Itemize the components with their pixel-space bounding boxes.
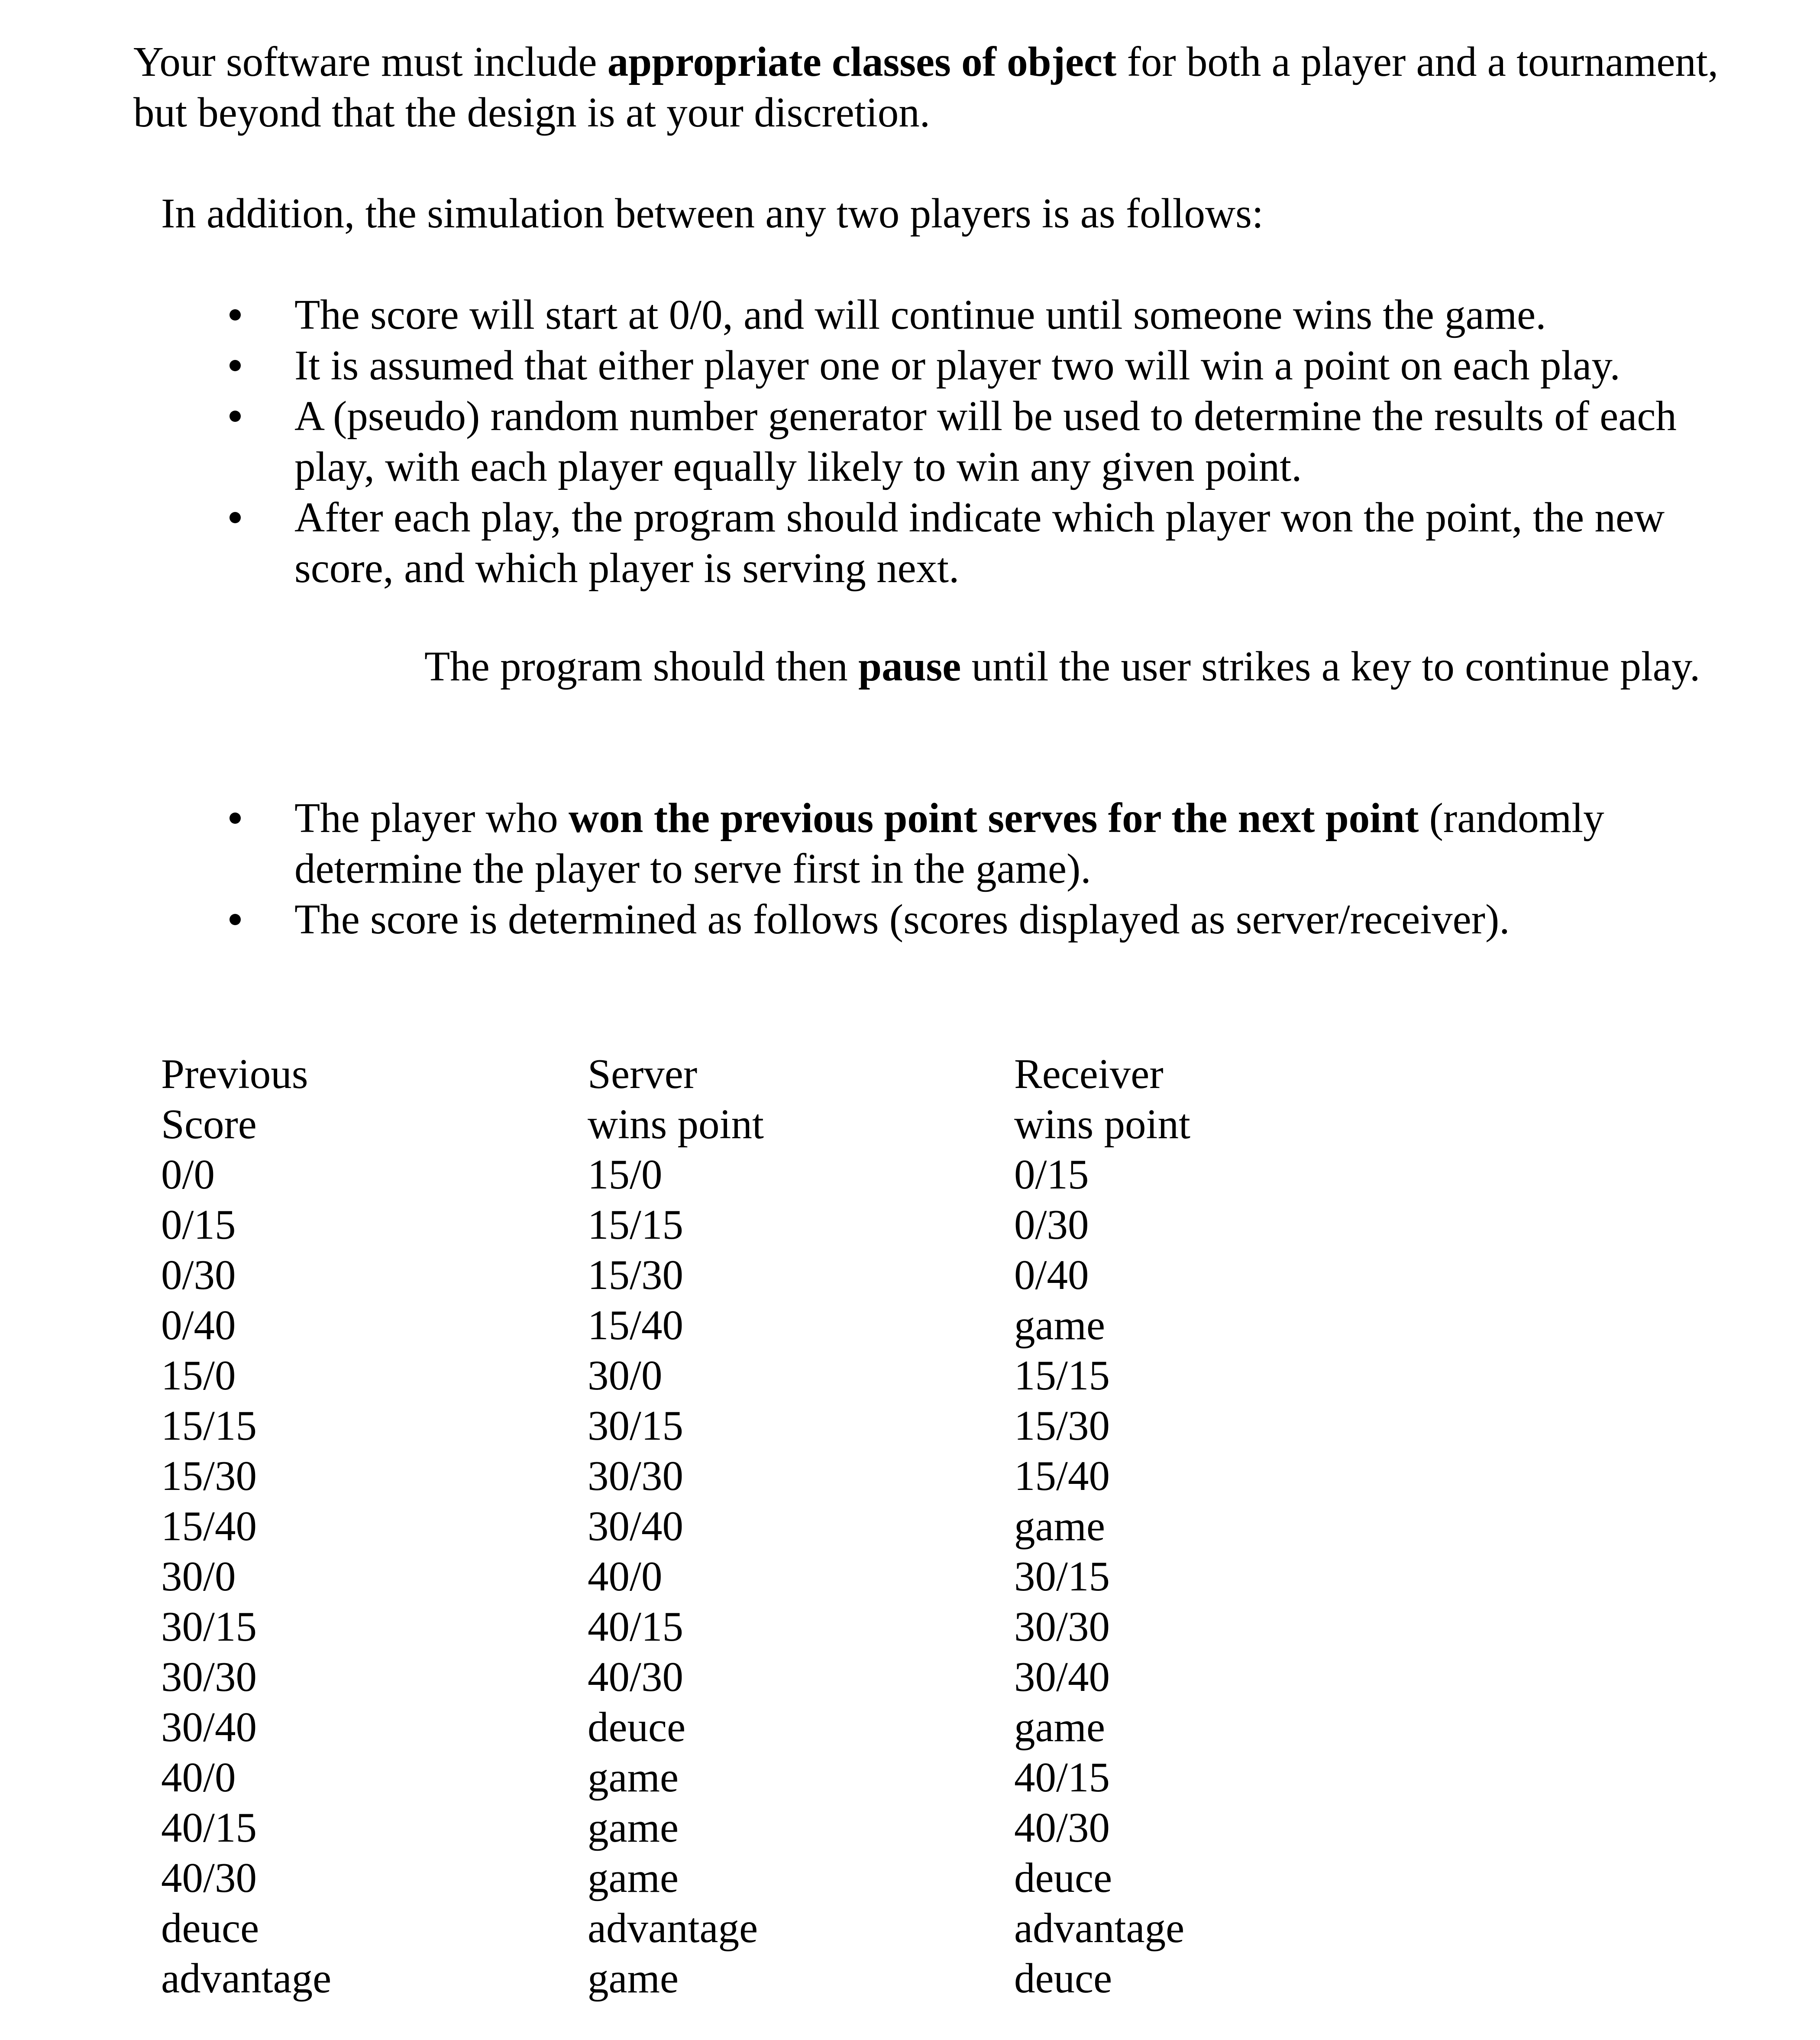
table-row bbox=[161, 1401, 1317, 1451]
table-row bbox=[161, 1350, 1317, 1401]
cell-previous: advantage bbox=[161, 1955, 332, 2001]
cell-receiver: 15/30 bbox=[1014, 1402, 1110, 1449]
header-server-wins: Server wins point bbox=[588, 1051, 764, 1147]
score-rule-text: The score is determined as follows (scores displayed as server/receiver). bbox=[294, 896, 1510, 942]
table-row bbox=[161, 1702, 1317, 1752]
table-row bbox=[161, 1451, 1317, 1501]
table-header-row bbox=[161, 1049, 1317, 1150]
table-row bbox=[161, 1903, 1317, 1953]
bullet-icon bbox=[230, 914, 241, 925]
cell-receiver: deuce bbox=[1014, 1955, 1112, 2001]
cell-previous: 30/40 bbox=[161, 1704, 257, 1750]
cell-receiver: 30/40 bbox=[1014, 1654, 1110, 1700]
header-receiver-wins: Receiver wins point bbox=[1014, 1051, 1190, 1147]
pause-bold: pause bbox=[858, 643, 961, 690]
cell-receiver: 0/30 bbox=[1014, 1201, 1089, 1248]
rule-text: A (pseudo) random number generator will be used to determine the results of each play, with each player equally likely to win any given point. bbox=[294, 393, 1677, 490]
cell-server: 40/15 bbox=[588, 1603, 683, 1650]
list-item bbox=[294, 289, 1749, 340]
table-row bbox=[161, 1752, 1317, 1803]
list-item bbox=[294, 391, 1749, 492]
intro-text-end: for both a player and a tournament, but beyond that the design is at your discretion. bbox=[133, 39, 1719, 136]
cell-server: 30/0 bbox=[588, 1352, 663, 1399]
cell-receiver: 15/40 bbox=[1014, 1453, 1110, 1499]
cell-server: 30/30 bbox=[588, 1453, 683, 1499]
table-row bbox=[161, 1150, 1317, 1200]
table-row bbox=[161, 1602, 1317, 1652]
cell-receiver: 40/30 bbox=[1014, 1804, 1110, 1851]
cell-previous: 15/0 bbox=[161, 1352, 236, 1399]
cell-server: 30/15 bbox=[588, 1402, 683, 1449]
cell-previous: 30/30 bbox=[161, 1654, 257, 1700]
table-row bbox=[161, 1652, 1317, 1702]
cell-server: game bbox=[588, 1955, 679, 2001]
cell-receiver: 15/15 bbox=[1014, 1352, 1110, 1399]
cell-previous: 0/40 bbox=[161, 1302, 236, 1348]
serve-text-start: The player who bbox=[294, 795, 569, 841]
cell-server: 15/30 bbox=[588, 1252, 683, 1298]
rule-text: The score will start at 0/0, and will continue until someone wins the game. bbox=[294, 291, 1546, 338]
intro-text-start: Your software must include bbox=[133, 39, 608, 85]
cell-previous: 15/15 bbox=[161, 1402, 257, 1449]
cell-server: game bbox=[588, 1804, 679, 1851]
table-row bbox=[161, 1853, 1317, 1903]
cell-previous: 40/0 bbox=[161, 1754, 236, 1800]
bullet-icon bbox=[230, 309, 241, 321]
cell-server: 40/0 bbox=[588, 1553, 663, 1600]
cell-receiver: game bbox=[1014, 1302, 1106, 1348]
list-item bbox=[294, 793, 1749, 894]
cell-receiver: 40/15 bbox=[1014, 1754, 1110, 1800]
cell-previous: 30/0 bbox=[161, 1553, 236, 1600]
cell-server: deuce bbox=[588, 1704, 686, 1750]
cell-receiver: 30/15 bbox=[1014, 1553, 1110, 1600]
table-row bbox=[161, 1953, 1317, 2004]
simulation-intro: In addition, the simulation between any two players is as follows: bbox=[161, 190, 1264, 236]
cell-receiver: game bbox=[1014, 1503, 1106, 1549]
cell-previous: 40/30 bbox=[161, 1855, 257, 1901]
cell-server: 15/15 bbox=[588, 1201, 683, 1248]
cell-receiver: 30/30 bbox=[1014, 1603, 1110, 1650]
score-transition-table bbox=[161, 1049, 1317, 2004]
bullet-icon bbox=[230, 360, 241, 371]
bullet-icon bbox=[230, 411, 241, 422]
serve-bold: won the previous point serves for the next point bbox=[568, 795, 1419, 841]
cell-previous: 15/30 bbox=[161, 1453, 257, 1499]
bullet-icon bbox=[230, 512, 241, 523]
pause-text-end: until the user strikes a key to continue play. bbox=[961, 643, 1700, 690]
cell-receiver: deuce bbox=[1014, 1855, 1112, 1901]
rule-text: It is assumed that either player one or player two will win a point on each play. bbox=[294, 342, 1620, 389]
bullet-icon bbox=[230, 813, 241, 824]
list-item bbox=[294, 340, 1749, 391]
cell-server: 40/30 bbox=[588, 1654, 683, 1700]
cell-server: 15/0 bbox=[588, 1151, 663, 1198]
pause-paragraph bbox=[424, 641, 1702, 692]
table-row bbox=[161, 1300, 1317, 1350]
serve-text-end: (randomly determine the player to serve first in the game). bbox=[294, 795, 1604, 892]
cell-receiver: 0/15 bbox=[1014, 1151, 1089, 1198]
cell-previous: 0/15 bbox=[161, 1201, 236, 1248]
cell-server: advantage bbox=[588, 1905, 758, 1951]
cell-server: game bbox=[588, 1855, 679, 1901]
rule-text: After each play, the program should indicate which player won the point, the new score, and which player is serving next. bbox=[294, 494, 1665, 591]
cell-receiver: 0/40 bbox=[1014, 1252, 1089, 1298]
cell-previous: 15/40 bbox=[161, 1503, 257, 1549]
header-previous-score: Previous Score bbox=[161, 1051, 308, 1147]
simulation-rules-list bbox=[294, 289, 1749, 593]
cell-previous: 0/0 bbox=[161, 1151, 215, 1198]
cell-server: game bbox=[588, 1754, 679, 1800]
cell-receiver: advantage bbox=[1014, 1905, 1185, 1951]
cell-receiver: game bbox=[1014, 1704, 1106, 1750]
cell-previous: 0/30 bbox=[161, 1252, 236, 1298]
cell-server: 15/40 bbox=[588, 1302, 683, 1348]
cell-previous: 30/15 bbox=[161, 1603, 257, 1650]
cell-previous: 40/15 bbox=[161, 1804, 257, 1851]
cell-previous: deuce bbox=[161, 1905, 259, 1951]
intro-bold-classes: appropriate classes of object bbox=[607, 39, 1117, 85]
cell-server: 30/40 bbox=[588, 1503, 683, 1549]
table-row bbox=[161, 1501, 1317, 1551]
pause-text-start: The program should then bbox=[424, 643, 859, 690]
table-row bbox=[161, 1200, 1317, 1250]
list-item bbox=[294, 492, 1749, 593]
serving-rules-list bbox=[294, 793, 1749, 945]
table-row bbox=[161, 1551, 1317, 1602]
table-row bbox=[161, 1250, 1317, 1300]
list-item bbox=[294, 894, 1749, 945]
table-row bbox=[161, 1803, 1317, 1853]
intro-paragraph bbox=[133, 36, 1736, 138]
